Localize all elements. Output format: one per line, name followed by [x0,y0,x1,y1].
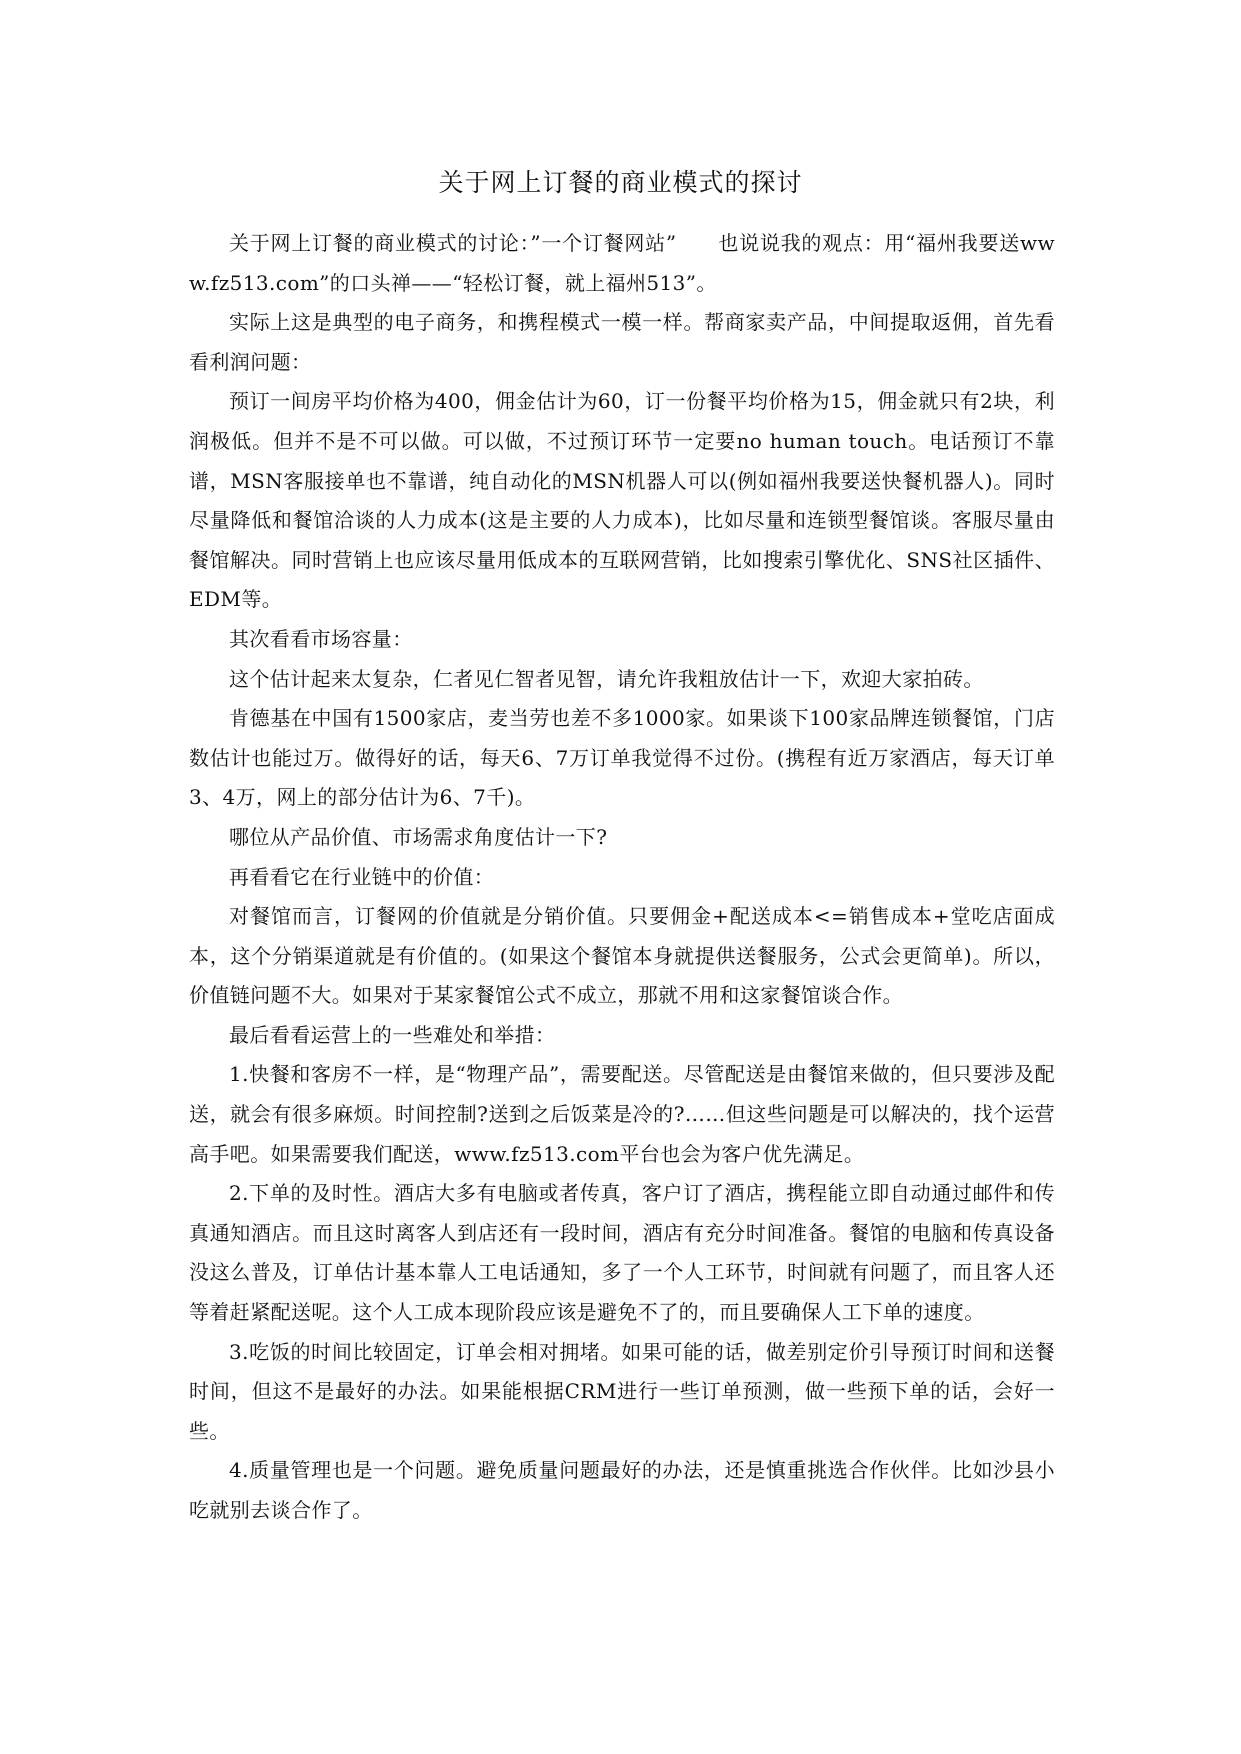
paragraph-profit: 预订一间房平均价格为400，佣金估计为60，订一份餐平均价格为15，佣金就只有2块，利润极低。但并不是不可以做。可以做，不过预订环节一定要no human touch。电话预订不靠谱，MSN客服接单也不靠谱，纯自动化的MSN机器人可以(例如福州我要送快餐机器人)。同时尽量降低和餐馆洽谈的人力成本(这是主要的人力成本)，比如尽量和连锁型餐馆谈。客服尽量由餐馆解决。同时营销上也应该尽量用低成本的互联网营销，比如搜索引擎优化、SNS社区插件、EDM等。 [189,389,1055,612]
paragraph-value-heading: 再看看它在行业链中的价值： [229,864,495,889]
paragraph-value: 对餐馆而言，订餐网的价值就是分销价值。只要佣金+配送成本<=销售成本+堂吃店面成本，这个分销渠道就是有价值的。(如果这个餐馆本身就提供送餐服务，公式会更简单)。所以，价值链问题不大。如果对于某家餐馆公式不成立，那就不用和这家餐馆谈合作。 [189,904,1055,1008]
paragraph-kfc: 肯德基在中国有1500家店，麦当劳也差不多1000家。如果谈下100家品牌连锁餐馆，门店数估计也能过万。做得好的话，每天6、7万订单我觉得不过份。(携程有近万家酒店，每天订单3、4万，网上的部分估计为6、7千)。 [189,706,1055,810]
paragraph-estimate: 这个估计起来太复杂，仁者见仁智者见智，请允许我粗放估计一下，欢迎大家拍砖。 [229,666,984,691]
paragraph-question: 哪位从产品价值、市场需求角度估计一下? [229,824,608,849]
paragraph-point-2: 2.下单的及时性。酒店大多有电脑或者传真，客户订了酒店，携程能立即自动通过邮件和传真通知酒店。而且这时离客人到店还有一段时间，酒店有充分时间准备。餐馆的电脑和传真设备没这么普及，订单估计基本靠人工电话通知，多了一个人工环节，时间就有问题了，而且客人还等着赶紧配送呢。这个人工成本现阶段应该是避免不了的，而且要确保人工下单的速度。 [189,1181,1055,1325]
paragraph-point-4: 4.质量管理也是一个问题。避免质量问题最好的办法，还是慎重挑选合作伙伴。比如沙县小吃就别去谈合作了。 [189,1458,1055,1522]
paragraph-ecommerce: 实际上这是典型的电子商务，和携程模式一模一样。帮商家卖产品，中间提取返佣，首先看看利润问题： [189,310,1055,374]
paragraph-intro: 关于网上订餐的商业模式的讨论：”一个订餐网站” 也说说我的观点：用“福州我要送www.fz513.com”的口头禅——“轻松订餐，就上福州513”。 [189,231,1055,295]
paragraph-operations-heading: 最后看看运营上的一些难处和举措： [229,1022,556,1047]
paragraph-market-heading: 其次看看市场容量： [229,626,413,651]
paragraph-point-1: 1.快餐和客房不一样，是“物理产品”，需要配送。尽管配送是由餐馆来做的，但只要涉及配送，就会有很多麻烦。时间控制?送到之后饭菜是冷的?……但这些问题是可以解决的，找个运营高手吧。如果需要我们配送，www.fz513.com平台也会为客户优先满足。 [189,1062,1055,1166]
paragraph-point-3: 3.吃饭的时间比较固定，订单会相对拥堵。如果可能的话，做差别定价引导预订时间和送餐时间，但这不是最好的办法。如果能根据CRM进行一些订单预测，做一些预下单的话，会好一些。 [189,1339,1055,1443]
document-body [189,224,1055,1531]
document-title: 关于网上订餐的商业模式的探讨 [438,168,803,197]
